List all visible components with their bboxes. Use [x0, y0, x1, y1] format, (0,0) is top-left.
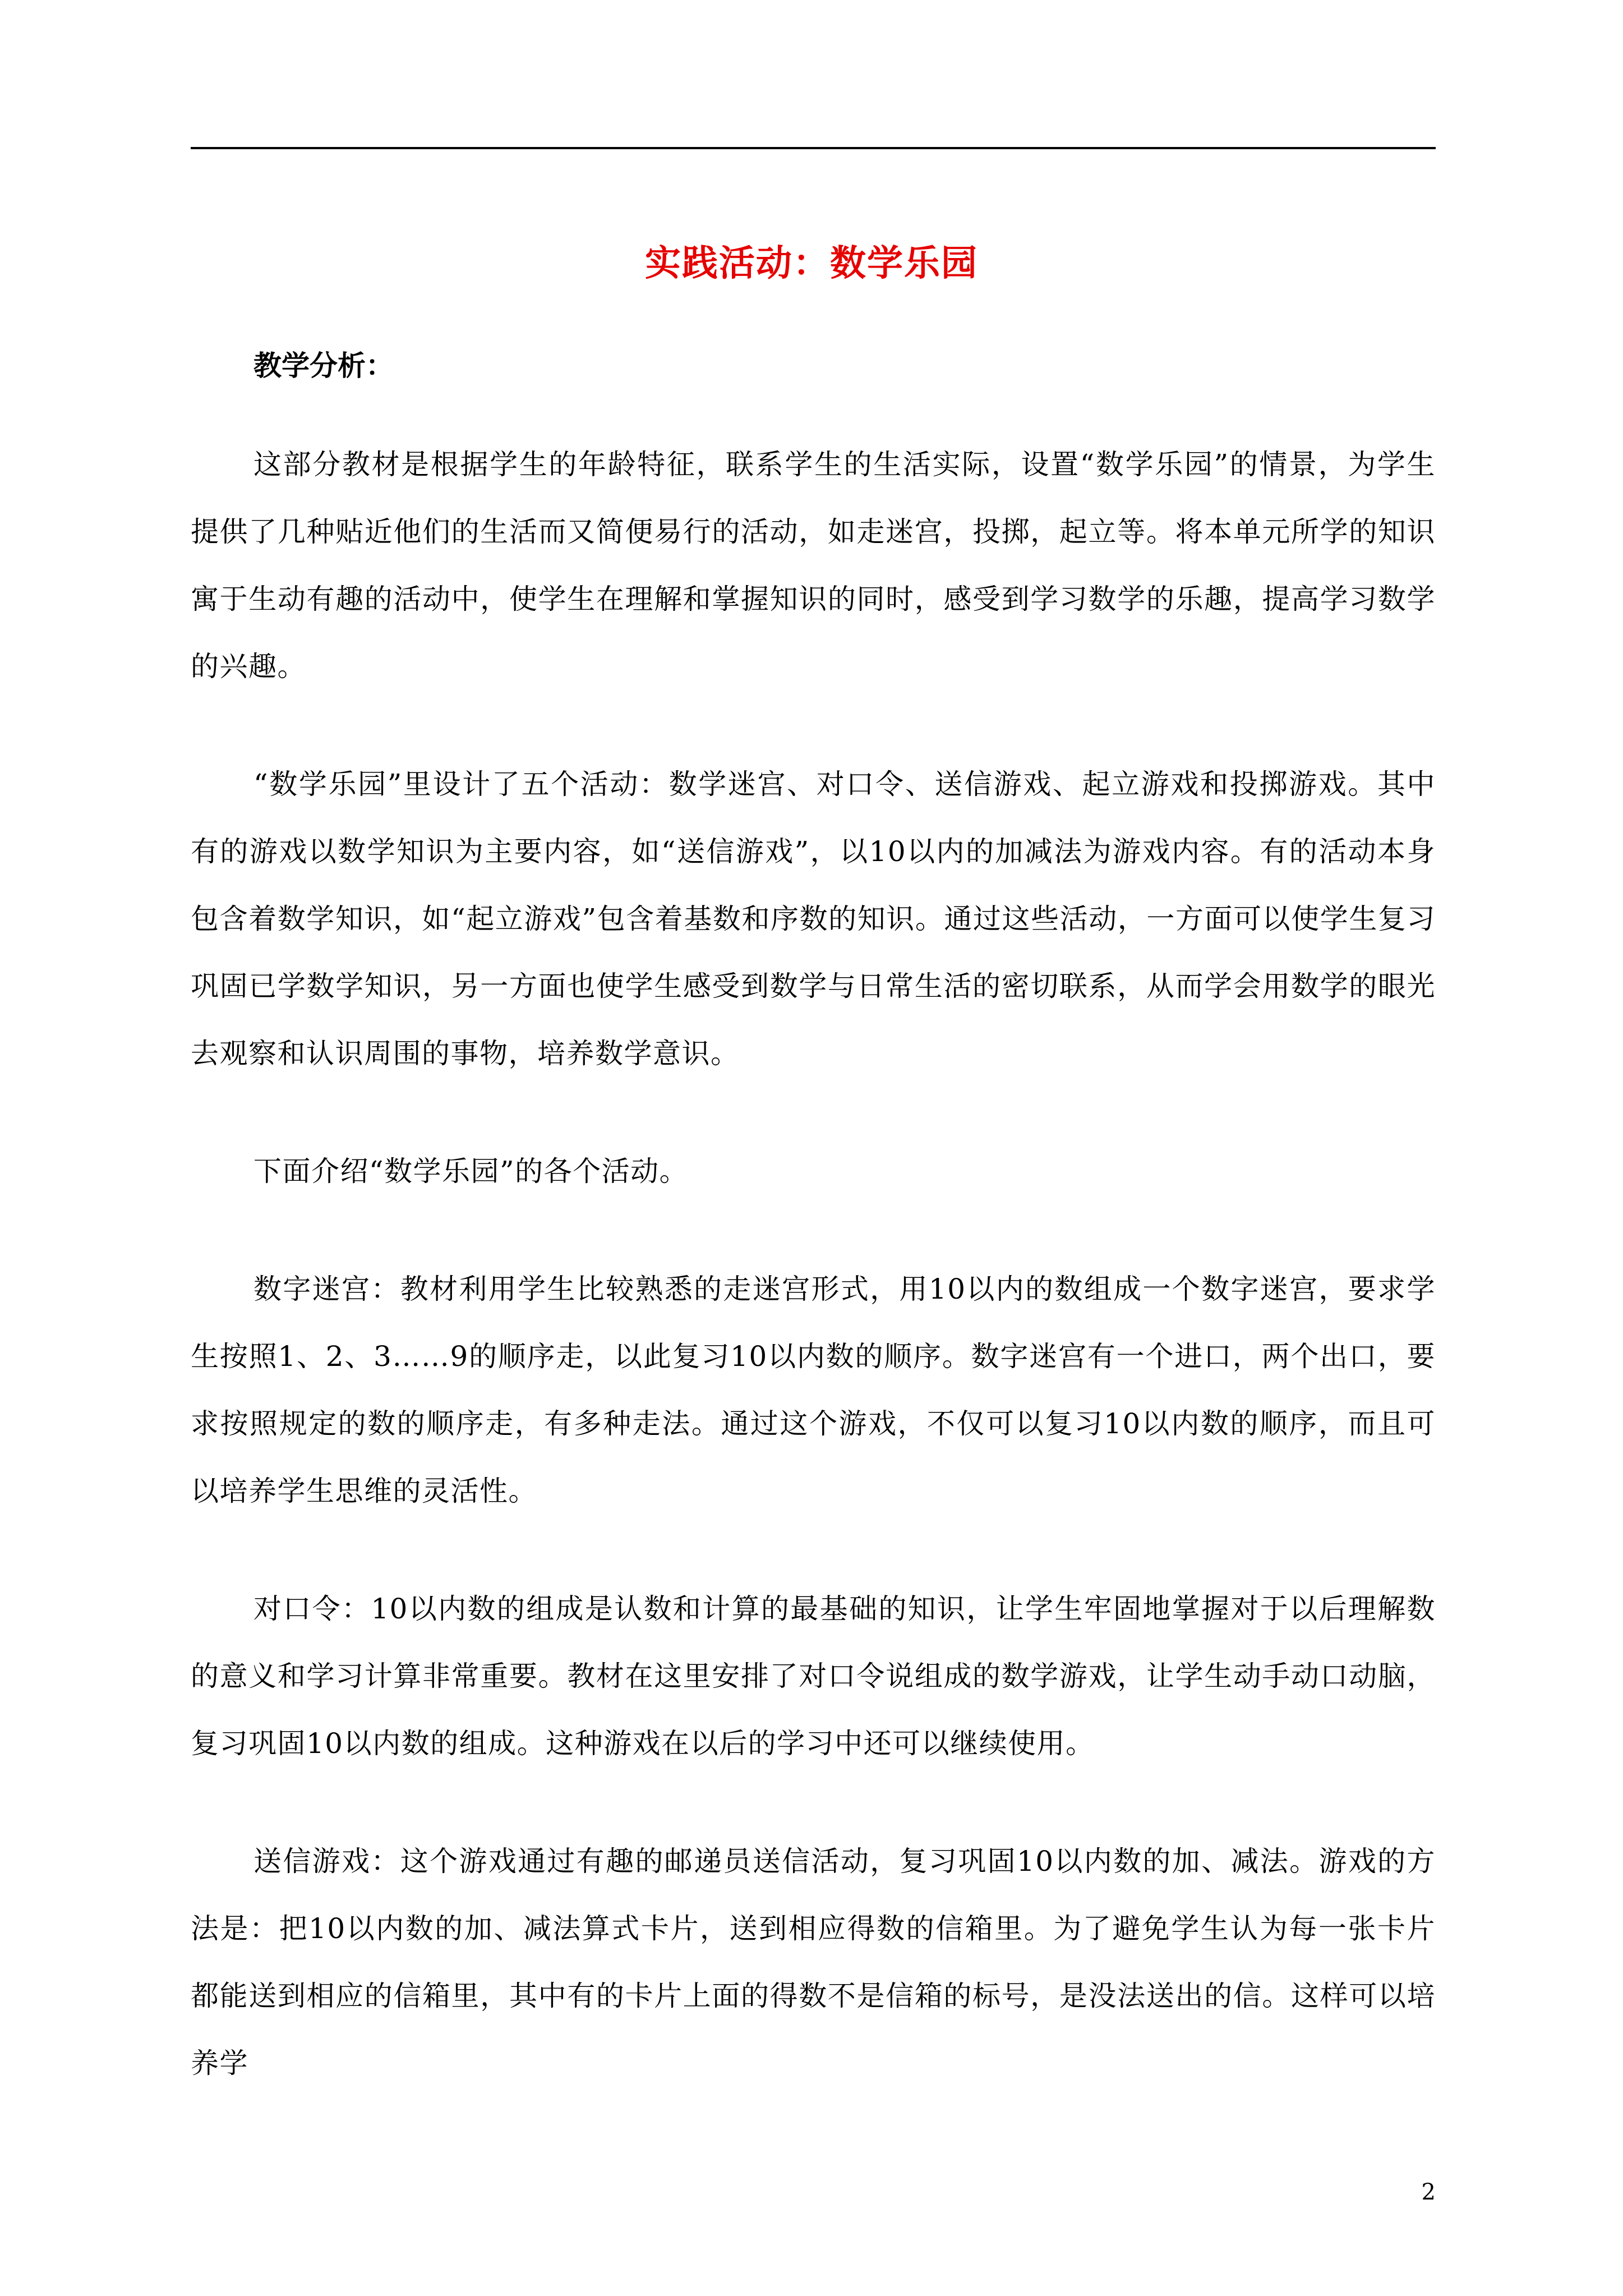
document-body	[191, 431, 1436, 2147]
paragraph-mail-game: 送信游戏：这个游戏通过有趣的邮递员送信活动，复习巩固10以内数的加、减法。游戏的方法是：把10以内数的加、减法算式卡片，送到相应得数的信箱里。为了避免学生认为每一张卡片都能送到相应的信箱里，其中有的卡片上面的得数不是信箱的标号，是没法送出的信。这样可以培养学	[191, 1845, 1436, 2079]
paragraph-activities-intro: 下面介绍“数学乐园”的各个活动。	[253, 1155, 689, 1188]
page-number: 2	[1421, 2179, 1436, 2205]
header-rule	[191, 147, 1436, 149]
paragraph-activities-overview: “数学乐园”里设计了五个活动：数学迷宫、对口令、送信游戏、起立游戏和投掷游戏。其中有的游戏以数学知识为主要内容，如“送信游戏”，以10以内的加减法为游戏内容。有的活动本身包含着数学知识，如“起立游戏”包含着基数和序数的知识。通过这些活动，一方面可以使学生复习巩固已学数学知识，另一方面也使学生感受到数学与日常生活的密切联系，从而学会用数学的眼光去观察和认识周围的事物，培养数学意识。	[191, 768, 1436, 1070]
document-title: 实践活动：数学乐园	[645, 242, 978, 284]
paragraph-intro: 这部分教材是根据学生的年龄特征，联系学生的生活实际，设置“数学乐园”的情景，为学生提供了几种贴近他们的生活而又简便易行的活动，如走迷宫，投掷，起立等。将本单元所学的知识寓于生动有趣的活动中，使学生在理解和掌握知识的同时，感受到学习数学的乐趣，提高学习数学的兴趣。	[191, 448, 1436, 683]
section-heading: 教学分析：	[253, 349, 394, 382]
paragraph-number-maze: 数字迷宫：教材利用学生比较熟悉的走迷宫形式，用10以内的数组成一个数字迷宫，要求学生按照1、2、3……9的顺序走，以此复习10以内数的顺序。数字迷宫有一个进口，两个出口，要求按照规定的数的顺序走，有多种走法。通过这个游戏，不仅可以复习10以内数的顺序，而且可以培养学生思维的灵活性。	[191, 1273, 1436, 1507]
paragraph-password-game: 对口令：10以内数的组成是认数和计算的最基础的知识，让学生牢固地掌握对于以后理解数的意义和学习计算非常重要。教材在这里安排了对口令说组成的数学游戏，让学生动手动口动脑，复习巩固10以内数的组成。这种游戏在以后的学习中还可以继续使用。	[191, 1593, 1436, 1760]
